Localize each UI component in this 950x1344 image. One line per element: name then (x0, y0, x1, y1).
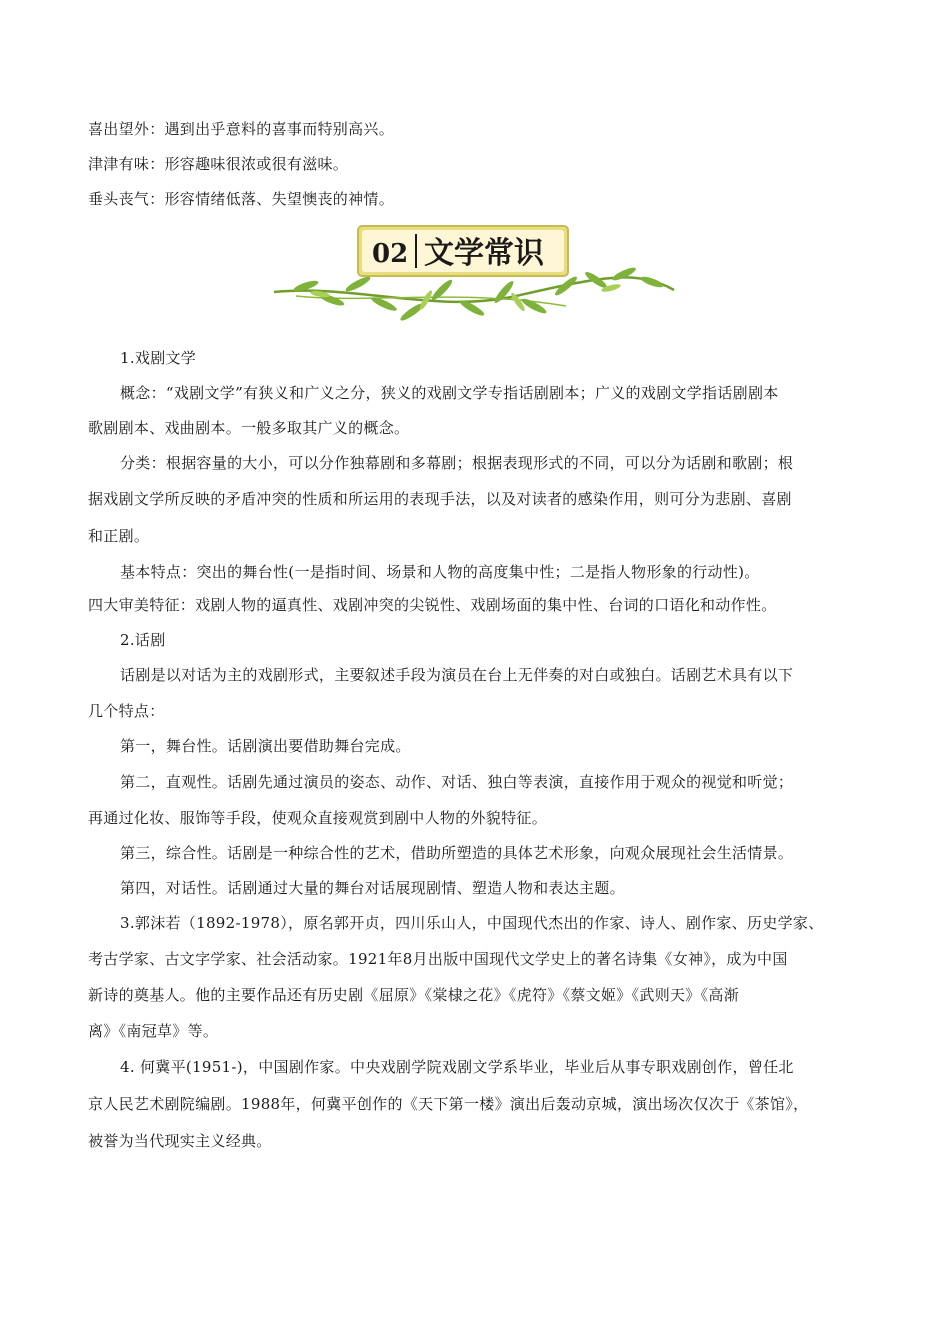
paragraph-line: 考古学家、古文字学家、社会活动家。1921年8月出版中国现代文学史上的著名诗集《女神》，成为中国 (88, 950, 788, 968)
section1-heading: 1.戏剧文学 (120, 349, 197, 367)
paragraph-line: 和正剧。 (88, 527, 150, 545)
paragraph-line: 第一，舞台性。话剧演出要借助舞台完成。 (120, 737, 411, 755)
paragraph-line: 据戏剧文学所反映的矛盾冲突的性质和所运用的表现手法，以及对读者的感染作用，则可分为悲剧、喜剧 (88, 490, 792, 508)
idiom-line: 津津有味：形容趣味很浓或很有滋味。 (88, 155, 349, 173)
paragraph-line: 4. 何冀平(1951-)，中国剧作家。中央戏剧学院戏剧文学系毕业，毕业后从事专职戏剧创作，曾任北 (120, 1058, 794, 1076)
paragraph-line: 第三，综合性。话剧是一种综合性的艺术，借助所塑造的具体艺术形象，向观众展现社会生活情景。 (120, 844, 794, 862)
section-banner (266, 222, 680, 322)
paragraph-line: 话剧是以对话为主的戏剧形式，主要叙述手段为演员在台上无伴奏的对白或独白。话剧艺术具有以下 (120, 666, 794, 684)
paragraph-line: 概念：“戏剧文学”有狭义和广义之分，狭义的戏剧文学专指话剧剧本；广义的戏剧文学指话剧剧本 (120, 384, 779, 402)
idiom-line: 喜出望外：遇到出乎意料的喜事而特别高兴。 (88, 120, 395, 138)
paragraph-line: 3.郭沫若（1892-1978），原名郭开贞，四川乐山人，中国现代杰出的作家、诗人、剧作家、历史学家、 (120, 914, 824, 932)
paragraph-line: 第四，对话性。话剧通过大量的舞台对话展现剧情、塑造人物和表达主题。 (120, 879, 625, 897)
paragraph-line: 被誉为当代现实主义经典。 (88, 1132, 272, 1150)
paragraph-line: 京人民艺术剧院编剧。1988年，何冀平创作的《天下第一楼》演出后轰动京城，演出场次仅次于《茶馆》， (88, 1095, 809, 1113)
banner-title: 文学常识 (424, 236, 544, 271)
paragraph-line: 离》《南冠草》等。 (88, 1022, 219, 1040)
section2-heading: 2.话剧 (120, 631, 166, 649)
idiom-line: 垂头丧气：形容情绪低落、失望懊丧的神情。 (88, 190, 395, 208)
paragraph-line: 歌剧剧本、戏曲剧本。一般多取其广义的概念。 (88, 419, 410, 437)
paragraph-line: 基本特点：突出的舞台性(一是指时间、场景和人物的高度集中性；二是指人物形象的行动性)。 (120, 563, 760, 581)
paragraph-line: 几个特点： (88, 702, 165, 720)
paragraph-line: 再通过化妆、服饰等手段，使观众直接观赏到剧中人物的外貌特征。 (88, 809, 548, 827)
banner-number: 02 (372, 239, 409, 269)
paragraph-line: 分类：根据容量的大小，可以分作独幕剧和多幕剧；根据表现形式的不同，可以分为话剧和歌剧；根 (120, 454, 794, 472)
paragraph-line: 新诗的奠基人。他的主要作品还有历史剧《屈原》《棠棣之花》《虎符》《蔡文姬》《武则天》《高渐 (88, 986, 740, 1004)
paragraph-line: 第二，直观性。话剧先通过演员的姿态、动作、对话、独白等表演，直接作用于观众的视觉和听觉； (120, 773, 794, 791)
paragraph-line: 四大审美特征：戏剧人物的逼真性、戏剧冲突的尖锐性、戏剧场面的集中性、台词的口语化和动作性。 (88, 596, 777, 614)
